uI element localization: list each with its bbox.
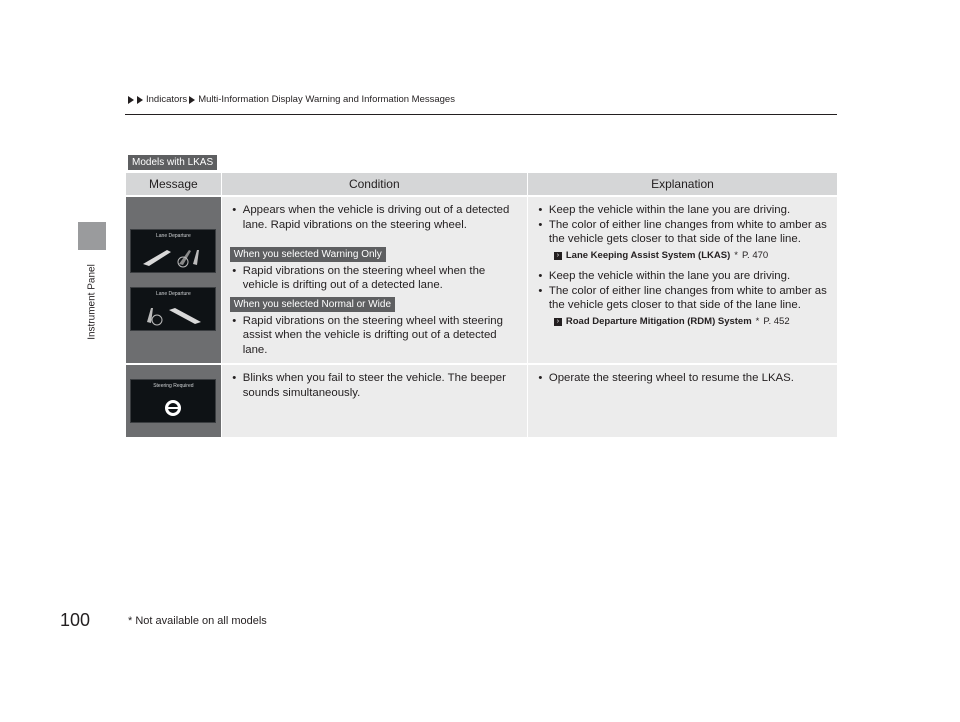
message-table [126, 173, 837, 437]
message-screens [126, 197, 221, 363]
header-rule [125, 114, 837, 115]
breadcrumb-triangle-icon [128, 96, 134, 104]
table-row [126, 365, 837, 437]
header-message: Message [149, 177, 198, 191]
models-badge: Models with LKAS [128, 155, 217, 170]
reference-link[interactable]: › Lane Keeping Assist System (LKAS) * P. 470 [536, 249, 829, 264]
reference-arrow-icon: › [554, 252, 562, 260]
breadcrumb [128, 94, 455, 105]
breadcrumb-triangle-icon [189, 96, 195, 104]
footnote: * Not available on all models [128, 615, 267, 627]
warning-only-badge: When you selected Warning Only [230, 247, 386, 262]
condition-cell: • Appears when the vehicle is driving out of a detected lane. Rapid vibrations on the steering wheel. [232, 204, 510, 231]
lane-departure-screen: Lane Departure [130, 287, 216, 331]
steering-required-screen: Steering Required [130, 379, 216, 423]
section-tab [78, 222, 106, 250]
explanation-cell: • Keep the vehicle within the lane you are driving. • The color of either line changes from white to amber as the vehicle gets closer to that side of the lane line. › Road Departure Mitigation (RDM) System * P. 452 [528, 261, 837, 335]
lane-departure-left-icon [131, 230, 215, 272]
breadcrumb-triangle-icon [137, 96, 143, 104]
reference-link[interactable]: › Road Departure Mitigation (RDM) System * P. 452 [536, 315, 829, 330]
page-number: 100 [60, 610, 91, 630]
explanation-cell: • Operate the steering wheel to resume the LKAS. [538, 372, 794, 384]
condition-cell: • Blinks when you fail to steer the vehicle. The beeper sounds simultaneously. [232, 372, 506, 399]
reference-arrow-icon: › [554, 318, 562, 326]
breadcrumb-item[interactable]: Indicators [146, 94, 188, 105]
message-screens [126, 365, 221, 437]
side-label: Instrument Panel [86, 264, 98, 340]
header-condition: Condition [348, 177, 400, 191]
table-header [126, 173, 837, 195]
normal-wide-badge: When you selected Normal or Wide [230, 297, 395, 312]
lane-departure-right-icon [131, 288, 215, 330]
header-explanation: Explanation [651, 177, 714, 191]
steering-wheel-icon [131, 380, 215, 422]
condition-cell: When you selected Warning Only • Rapid vibrations on the steering wheel when the vehicle is drifting out of a detected lane. When you selected Normal or Wide • Rapid vibrations on the steering wheel with steering assist when the vehicle is drifting out of a detected lane. [222, 239, 527, 364]
lane-departure-screen: Lane Departure [130, 229, 216, 273]
breadcrumb-item[interactable]: Multi-Information Display Warning and Information Messages [198, 94, 455, 105]
explanation-cell: • Keep the vehicle within the lane you are driving. • The color of either line changes from white to amber as the vehicle gets closer to that side of the lane line. › Lane Keeping Assist System (LKAS) * P. 470 [528, 197, 837, 261]
table-row [126, 197, 837, 363]
